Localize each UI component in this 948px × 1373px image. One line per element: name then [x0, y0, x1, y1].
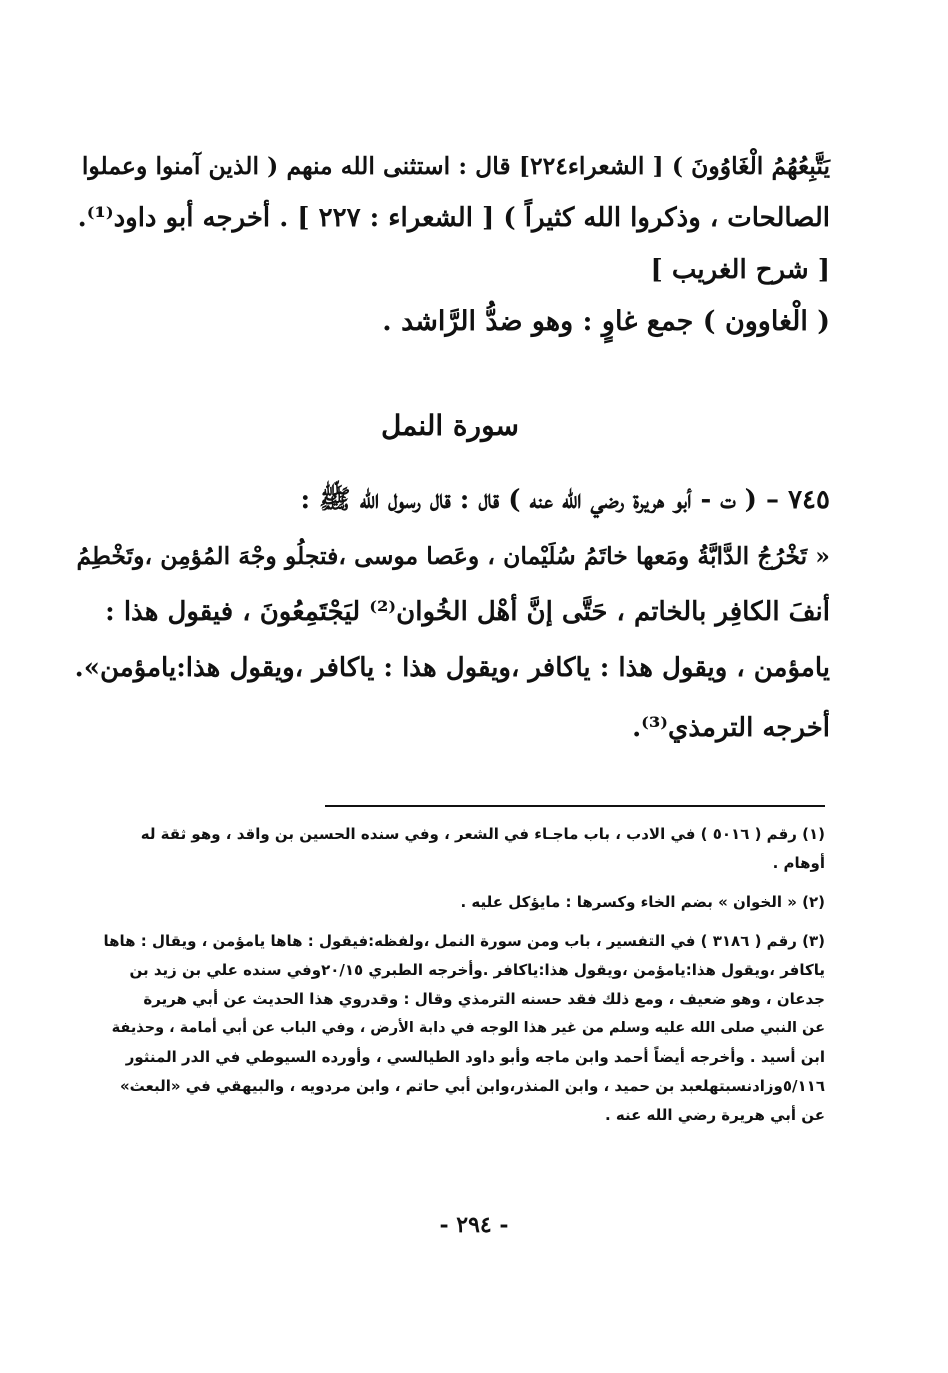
hadith-text-line-1: « تَخْرُجُ الدَّابَّةُ ومَعها خاتَمُ سُلَيْمان ، وعَصا موسى ،فتجلُو وجْهَ المُؤمِن ،وتَخْطِمُ	[76, 542, 830, 570]
footnote-divider	[325, 805, 825, 807]
footnote-3-line-2: ياكافر ،ويقول هذا:يامؤمن ،ويقول هذا:ياكافر .وأخرجه الطبري ٢٠/١٥وفي سنده علي بن زيد بن	[129, 961, 825, 979]
hadith-text-line-3: يامؤمن ، ويقول هذا : ياكافر ،ويقول هذا : ياكافر ،ويقول هذا:يامؤمن».	[74, 653, 830, 683]
hadith-text-line-2: أنفَ الكافِر بالخاتم ، حَتَّى إنَّ أهْل الخُوان⁽²⁾ ليَجْتَمِعُونَ ، فيقول هذا :	[105, 597, 830, 627]
footnote-3-line-1: (٣) رقم ( ٣١٨٦ ) في التفسير ، باب ومن سورة النمل ،ولفظه:فيقول : هاها يامؤمن ، ويقال : هاها	[103, 932, 825, 950]
footnote-3-line-5: ابن أسيد . وأخرجه أيضاً أحمد وابن ماجه وأبو داود الطيالسي ، وأورده السيوطي في الدر المنثور	[125, 1048, 825, 1066]
footnote-3-line-3: جدعان ، وهو ضعيف ، ومع ذلك فقد حسنه الترمذي وقال : وقدروي هذا الحديث عن أبي هريرة	[143, 990, 825, 1008]
footnote-1-line-1: (١) رقم ( ٥٠١٦ ) في الادب ، باب ماجـاء في الشعر ، وفي سنده الحسين بن واقد ، وهو ثقة له	[140, 825, 825, 843]
verse-citation-line-1: يَتَّبِعُهُمُ الْغَاوُونَ ) [ الشعراء٢٢٤] قال : استثنى الله منهم ( الذين آمنوا وعملوا	[81, 152, 830, 180]
main-text-block	[70, 140, 830, 756]
footnote-1-line-2: أوهام .	[772, 854, 825, 872]
hadith-source: أخرجه الترمذي⁽³⁾.	[632, 713, 830, 743]
page-number: - ٢٩٤ -	[439, 1212, 509, 1238]
verse-citation-line-2: الصالحات ، وذكروا الله كثيراً ) [ الشعراء : ٢٢٧ ] . أخرجه أبو داود⁽¹⁾.	[77, 203, 830, 233]
footnote-3-line-7: عن أبي هريرة رضي الله عنه .	[604, 1106, 825, 1124]
footnotes-block	[100, 820, 825, 1130]
footnote-3-line-6: ٥/١١٦وزادنسبتهلعبد بن حميد ، وابن المنذر،وابن أبي حاتم ، وابن مردويه ، والبيهقي في «البعث»	[119, 1077, 825, 1095]
footnote-3-line-4: عن النبي صلى الله عليه وسلم من غير هذا الوجه في دابة الأرض ، وفي الباب عن أبي أمامة ، وحذيفة	[111, 1020, 825, 1036]
hadith-block	[70, 472, 830, 756]
gharib-heading: [ شرح الغريب ]	[650, 255, 830, 285]
gharib-explanation: ( الْغاوون ) جمع غاوٍ : وهو ضدُّ الرَّاشد .	[382, 306, 830, 337]
hadith-header: ٧٤٥ – ( ت - أبو هريرة رضي الله عنه ) قال : قال رسول الله ﷺ :	[300, 485, 830, 515]
surah-title: سورة النمل	[380, 409, 520, 442]
footnote-2: (٢) « الخوان » بضم الخاء وكسرها : مايؤكل عليه .	[460, 893, 825, 911]
